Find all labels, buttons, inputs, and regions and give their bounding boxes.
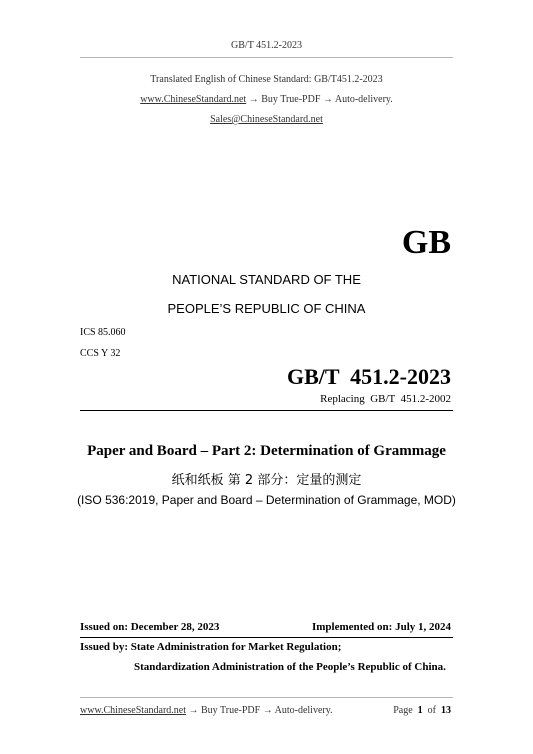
email-link[interactable]: Sales@ChineseStandard.net (210, 114, 323, 125)
gb-mark: GB (401, 224, 451, 261)
replacing-note: Replacing GB/T 451.2-2002 (320, 393, 451, 405)
page-label: Page (393, 705, 413, 716)
purchase-line (0, 94, 533, 105)
page-of: of (427, 705, 436, 716)
title-iso-reference: (ISO 536:2019, Paper and Board – Determination of Grammage, MOD) (77, 493, 456, 507)
ics-code: ICS 85.060 (80, 327, 126, 338)
issued-by-line2: Standardization Administration of the People’s Republic of China. (134, 661, 446, 673)
issued-by-line1: Issued by: State Administration for Market Regulation; (80, 641, 342, 653)
header-divider (80, 57, 453, 58)
issued-on-date: Issued on: December 28, 2023 (80, 621, 220, 633)
national-standard-line1: NATIONAL STANDARD OF THE (172, 272, 361, 287)
title-chinese: 纸和纸板 第 2 部分：定量的测定 (171, 473, 362, 488)
page-indicator (393, 705, 451, 716)
email-line (0, 114, 533, 125)
ccs-code: CCS Y 32 (80, 348, 121, 359)
title-english: Paper and Board – Part 2: Determination of Grammage (87, 443, 446, 459)
standard-number: GB/T 451.2-2023 (286, 364, 451, 389)
footer-purchase-line (80, 705, 333, 716)
page-total: 13 (441, 705, 451, 716)
translation-note: Translated English of Chinese Standard: GB/T451.2-2023 (150, 74, 383, 85)
title-divider (80, 410, 453, 411)
running-header: GB/T 451.2-2023 (231, 40, 302, 51)
footer-site-link[interactable]: www.ChineseStandard.net (80, 705, 186, 716)
site-link[interactable]: www.ChineseStandard.net (140, 94, 247, 105)
footer-divider (80, 697, 453, 698)
dates-divider (80, 637, 453, 638)
implemented-on-date: Implemented on: July 1, 2024 (311, 621, 451, 633)
page-current: 1 (417, 705, 423, 716)
national-standard-line2: PEOPLE’S REPUBLIC OF CHINA (167, 301, 366, 316)
purchase-note: → Buy True-PDF → Auto-delivery. (246, 94, 393, 105)
footer-purchase-note: → Buy True-PDF → Auto-delivery. (186, 705, 333, 716)
